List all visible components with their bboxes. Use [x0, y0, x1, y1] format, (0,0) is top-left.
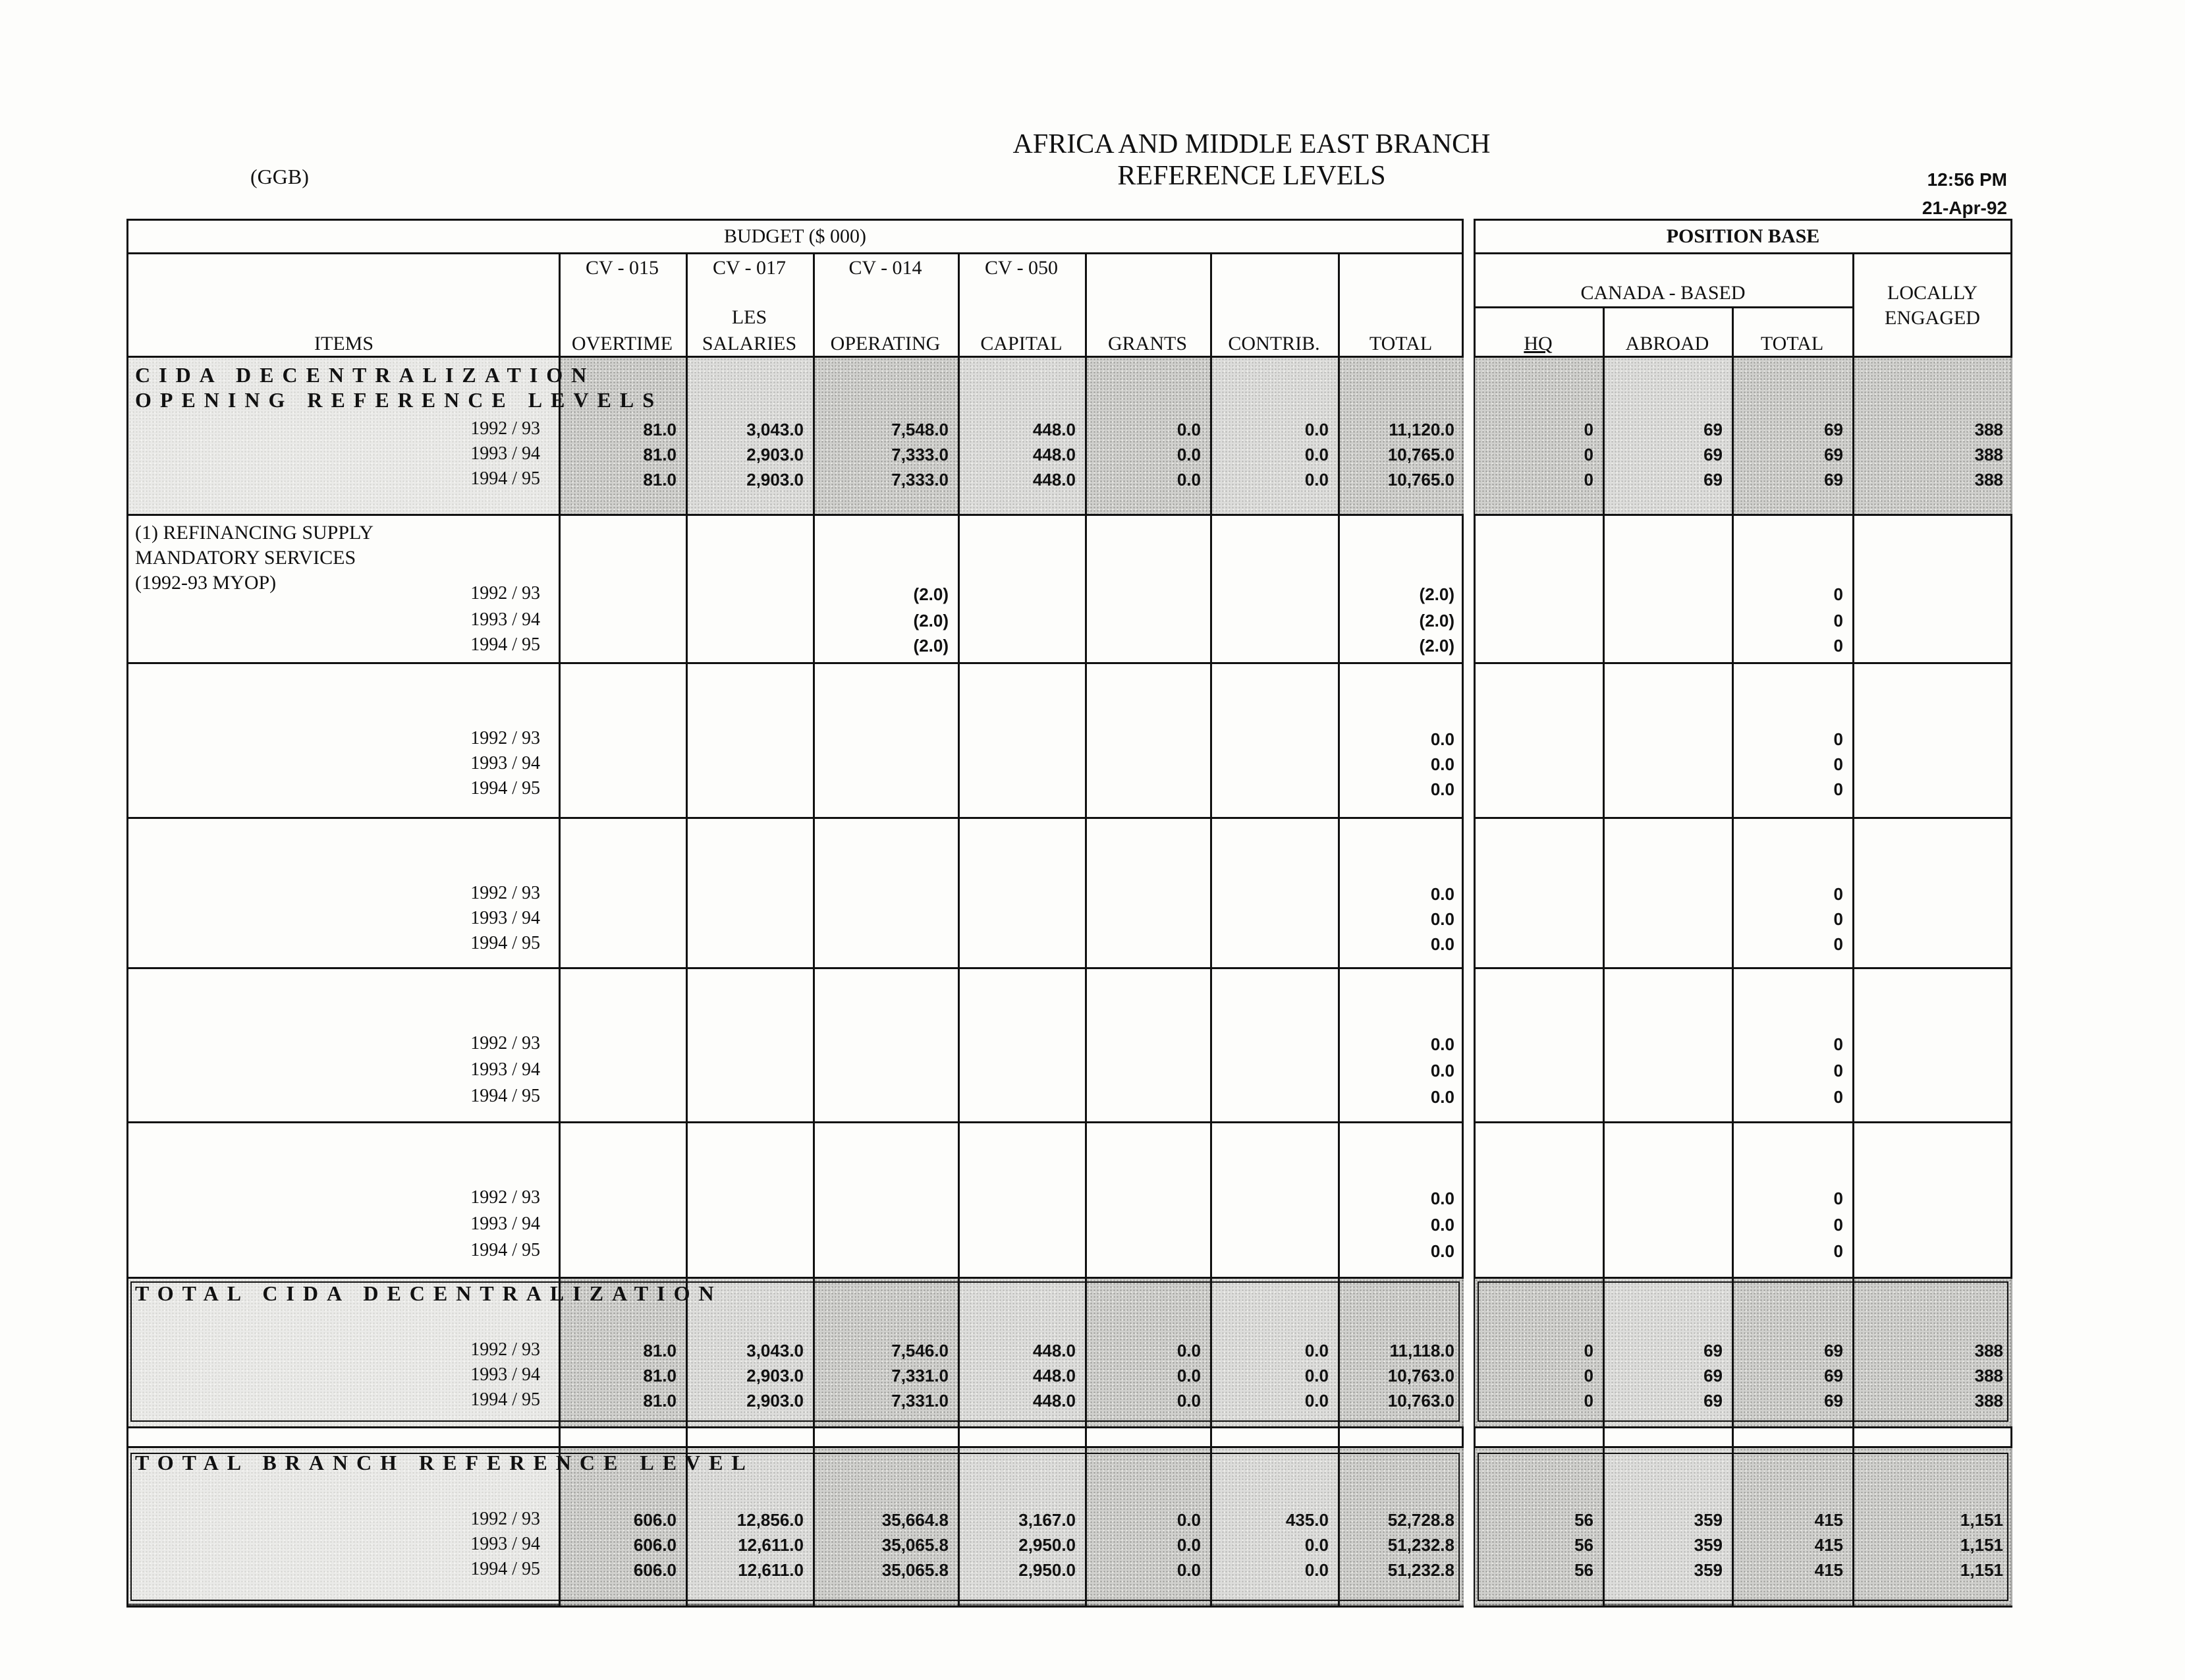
value-cell: 0.0 [1176, 1391, 1201, 1411]
value-cell: 448.0 [1032, 1391, 1076, 1411]
total-frame [1478, 1453, 2008, 1601]
value-cell: 10,765.0 [1387, 445, 1454, 464]
value-cell: 69 [1703, 445, 1723, 464]
fiscal-year: 1993 / 94 [470, 908, 540, 928]
col-abroad: ABROAD [1625, 333, 1709, 354]
value-cell: 0.0 [1430, 1034, 1454, 1054]
total-frame [130, 1453, 1460, 1601]
value-cell: 0.0 [1304, 1560, 1329, 1580]
value-cell: 2,903.0 [746, 445, 804, 464]
value-cell: 69 [1703, 1366, 1723, 1386]
value-cell: 7,331.0 [891, 1366, 949, 1386]
value-cell: 2,903.0 [746, 1391, 804, 1411]
value-cell: 0.0 [1304, 1391, 1329, 1411]
value-cell: 0.0 [1176, 445, 1201, 464]
value-cell: 69 [1824, 470, 1843, 490]
value-cell: 12,611.0 [738, 1535, 804, 1555]
value-cell: 448.0 [1032, 1366, 1076, 1386]
value-cell: 81.0 [643, 1366, 677, 1386]
value-cell: 0 [1833, 754, 1843, 774]
value-cell: 415 [1814, 1510, 1843, 1530]
fiscal-year: 1993 / 94 [470, 1059, 540, 1080]
total-frame [130, 1281, 1460, 1422]
fiscal-year: 1993 / 94 [470, 1364, 540, 1385]
value-cell: 7,333.0 [891, 470, 949, 490]
section-label: TOTAL CIDA DECENTRALIZATION [135, 1281, 723, 1305]
value-cell: 0.0 [1430, 934, 1454, 954]
value-cell: 0 [1584, 445, 1593, 464]
value-cell: 1,151 [1960, 1535, 2003, 1555]
value-cell: 69 [1824, 1341, 1843, 1360]
value-cell: 388 [1974, 1366, 2003, 1386]
value-cell: 0.0 [1304, 1535, 1329, 1555]
value-cell: 448.0 [1032, 420, 1076, 439]
col-total: TOTAL [1369, 333, 1433, 354]
code-header-capital: CV - 050 [984, 257, 1059, 279]
value-cell: 1,151 [1960, 1560, 2003, 1580]
value-cell: 52,728.8 [1387, 1510, 1454, 1530]
value-cell: 448.0 [1032, 445, 1076, 464]
value-cell: 7,546.0 [891, 1341, 949, 1360]
value-cell: 69 [1824, 1391, 1843, 1411]
value-cell: 69 [1824, 445, 1843, 464]
value-cell: 0.0 [1430, 729, 1454, 749]
value-cell: 0 [1833, 1034, 1843, 1054]
value-cell: 359 [1694, 1535, 1723, 1555]
col-contrib: CONTRIB. [1228, 333, 1320, 354]
value-cell: 7,333.0 [891, 445, 949, 464]
value-cell: 0.0 [1430, 1241, 1454, 1261]
value-cell: 0.0 [1430, 779, 1454, 799]
value-cell: 0.0 [1176, 470, 1201, 490]
value-cell: 606.0 [633, 1510, 677, 1530]
section-label: (1) REFINANCING SUPPLY [135, 522, 374, 544]
value-cell: 0 [1584, 470, 1593, 490]
value-cell: 0.0 [1430, 1087, 1454, 1107]
value-cell: 415 [1814, 1535, 1843, 1555]
col-operating: OPERATING [830, 333, 941, 354]
total-frame [1478, 1281, 2008, 1422]
col-overtime: OVERTIME [571, 333, 673, 354]
fiscal-year: 1993 / 94 [470, 609, 540, 630]
value-cell: 0 [1584, 1391, 1593, 1411]
fiscal-year: 1994 / 95 [470, 634, 540, 655]
value-cell: 81.0 [643, 420, 677, 439]
value-cell: 0.0 [1430, 1215, 1454, 1235]
col-capital: CAPITAL [980, 333, 1063, 354]
value-cell: 69 [1703, 420, 1723, 439]
value-cell: 0 [1833, 909, 1843, 929]
code-header-operating: CV - 014 [848, 257, 922, 279]
value-cell: 12,856.0 [736, 1510, 804, 1530]
value-cell: 7,548.0 [891, 420, 949, 439]
section-label: CIDA DECENTRALIZATION [135, 363, 595, 387]
value-cell: 0 [1833, 1189, 1843, 1208]
value-cell: 0.0 [1304, 470, 1329, 490]
fiscal-year: 1993 / 94 [470, 1534, 540, 1554]
value-cell: 0 [1833, 1061, 1843, 1080]
value-cell: 0 [1833, 1087, 1843, 1107]
print-date: 21-Apr-92 [1922, 198, 2007, 218]
value-cell: 0 [1833, 884, 1843, 904]
fiscal-year: 1993 / 94 [470, 443, 540, 464]
page-subtitle: REFERENCE LEVELS [1117, 161, 1386, 191]
fiscal-year: 1992 / 93 [470, 1187, 540, 1208]
fiscal-year: 1992 / 93 [470, 1509, 540, 1529]
value-cell: 0 [1584, 420, 1593, 439]
value-cell: 10,763.0 [1387, 1391, 1454, 1411]
value-cell: 606.0 [633, 1560, 677, 1580]
fiscal-year: 1992 / 93 [470, 418, 540, 439]
value-cell: 359 [1694, 1560, 1723, 1580]
value-cell: 35,664.8 [881, 1510, 949, 1530]
code-header-overtime: CV - 015 [585, 257, 659, 279]
section-label: MANDATORY SERVICES [135, 547, 356, 569]
value-cell: 81.0 [643, 445, 677, 464]
value-cell: 7,331.0 [891, 1391, 949, 1411]
value-cell: 0 [1833, 934, 1843, 954]
value-cell: 69 [1824, 1366, 1843, 1386]
value-cell: 415 [1814, 1560, 1843, 1580]
value-cell: 56 [1574, 1535, 1593, 1555]
value-cell: 3,043.0 [746, 420, 804, 439]
value-cell: 56 [1574, 1510, 1593, 1530]
value-cell: 51,232.8 [1387, 1535, 1454, 1555]
value-cell: 0.0 [1430, 1189, 1454, 1208]
fiscal-year: 1994 / 95 [470, 933, 540, 953]
value-cell: (2.0) [913, 636, 949, 656]
value-cell: 0 [1833, 779, 1843, 799]
value-cell: 0 [1833, 729, 1843, 749]
value-cell: 0.0 [1430, 754, 1454, 774]
value-cell: 69 [1703, 1391, 1723, 1411]
value-cell: 388 [1974, 1391, 2003, 1411]
fiscal-year: 1994 / 95 [470, 1389, 540, 1410]
value-cell: 0.0 [1304, 445, 1329, 464]
value-cell: 0 [1584, 1341, 1593, 1360]
fiscal-year: 1992 / 93 [470, 583, 540, 603]
value-cell: 3,043.0 [746, 1341, 804, 1360]
col-grants: GRANTS [1107, 333, 1187, 354]
code-header-salaries: CV - 017 [712, 257, 787, 279]
value-cell: 0.0 [1430, 1061, 1454, 1080]
fiscal-year: 1994 / 95 [470, 1240, 540, 1260]
locally-header: LOCALLY [1887, 282, 1978, 304]
value-cell: 0 [1584, 1366, 1593, 1386]
les-label: LES [731, 306, 767, 328]
value-cell: 448.0 [1032, 1341, 1076, 1360]
value-cell: 0 [1833, 1215, 1843, 1235]
fiscal-year: 1992 / 93 [470, 883, 540, 903]
col-hq: HQ [1524, 333, 1553, 354]
value-cell: 0.0 [1430, 909, 1454, 929]
print-time: 12:56 PM [1927, 169, 2007, 190]
value-cell: 69 [1703, 1341, 1723, 1360]
value-cell: 69 [1824, 420, 1843, 439]
value-cell: 1,151 [1960, 1510, 2003, 1530]
value-cell: 0.0 [1304, 1341, 1329, 1360]
fiscal-year: 1994 / 95 [470, 1086, 540, 1106]
value-cell: 388 [1974, 1341, 2003, 1360]
value-cell: 0 [1833, 1241, 1843, 1261]
value-cell: 0 [1833, 584, 1843, 604]
value-cell: 0 [1833, 611, 1843, 630]
value-cell: 388 [1974, 470, 2003, 490]
value-cell: 0 [1833, 636, 1843, 656]
value-cell: 0.0 [1176, 1560, 1201, 1580]
value-cell: 0.0 [1304, 420, 1329, 439]
page-title: AFRICA AND MIDDLE EAST BRANCH [1012, 129, 1491, 159]
branch-code: (GGB) [250, 165, 309, 188]
value-cell: 35,065.8 [881, 1560, 949, 1580]
value-cell: (2.0) [1419, 611, 1454, 630]
value-cell: 0.0 [1176, 1510, 1201, 1530]
value-cell: 10,763.0 [1387, 1366, 1454, 1386]
value-cell: 606.0 [633, 1535, 677, 1555]
fiscal-year: 1993 / 94 [470, 753, 540, 773]
position-base-header: POSITION BASE [1666, 225, 1820, 247]
fiscal-year: 1994 / 95 [470, 778, 540, 798]
value-cell: 10,765.0 [1387, 470, 1454, 490]
col-position-total: TOTAL [1760, 333, 1824, 354]
budget-header: BUDGET ($ 000) [723, 225, 867, 247]
section-label: TOTAL BRANCH REFERENCE LEVEL [135, 1451, 754, 1474]
value-cell: 12,611.0 [738, 1560, 804, 1580]
value-cell: 2,950.0 [1018, 1560, 1076, 1580]
value-cell: (2.0) [913, 611, 949, 630]
value-cell: 11,120.0 [1389, 420, 1454, 439]
canada-based-header: CANADA - BASED [1580, 282, 1746, 304]
fiscal-year: 1992 / 93 [470, 728, 540, 748]
value-cell: (2.0) [913, 584, 949, 604]
section-label: (1992-93 MYOP) [135, 572, 277, 594]
value-cell: 56 [1574, 1560, 1593, 1580]
value-cell: 35,065.8 [881, 1535, 949, 1555]
value-cell: 2,950.0 [1018, 1535, 1076, 1555]
value-cell: 435.0 [1285, 1510, 1329, 1530]
value-cell: 0.0 [1176, 1366, 1201, 1386]
value-cell: 2,903.0 [746, 470, 804, 490]
value-cell: 448.0 [1032, 470, 1076, 490]
col-salaries: SALARIES [702, 333, 797, 354]
section-label: OPENING REFERENCE LEVELS [135, 388, 663, 412]
value-cell: 81.0 [643, 1391, 677, 1411]
value-cell: 388 [1974, 445, 2003, 464]
value-cell: 11,118.0 [1389, 1341, 1454, 1360]
engaged-header: ENGAGED [1885, 307, 1980, 329]
value-cell: 0.0 [1430, 884, 1454, 904]
value-cell: 51,232.8 [1387, 1560, 1454, 1580]
fiscal-year: 1994 / 95 [470, 468, 540, 489]
items-header: ITEMS [314, 333, 373, 354]
value-cell: (2.0) [1419, 636, 1454, 656]
value-cell: 0.0 [1176, 1535, 1201, 1555]
value-cell: 359 [1694, 1510, 1723, 1530]
value-cell: 2,903.0 [746, 1366, 804, 1386]
value-cell: 0.0 [1176, 420, 1201, 439]
value-cell: (2.0) [1419, 584, 1454, 604]
fiscal-year: 1992 / 93 [470, 1339, 540, 1360]
fiscal-year: 1994 / 95 [470, 1559, 540, 1579]
value-cell: 0.0 [1176, 1341, 1201, 1360]
value-cell: 81.0 [643, 470, 677, 490]
value-cell: 0.0 [1304, 1366, 1329, 1386]
fiscal-year: 1992 / 93 [470, 1033, 540, 1053]
value-cell: 3,167.0 [1018, 1510, 1076, 1530]
value-cell: 69 [1703, 470, 1723, 490]
value-cell: 81.0 [643, 1341, 677, 1360]
value-cell: 388 [1974, 420, 2003, 439]
fiscal-year: 1993 / 94 [470, 1214, 540, 1234]
